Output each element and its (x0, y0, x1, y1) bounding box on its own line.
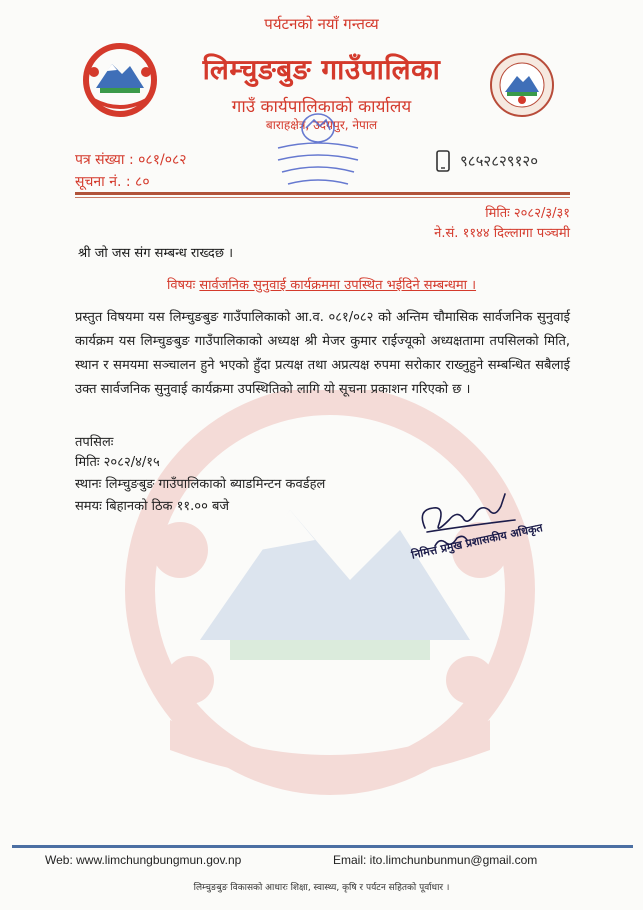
phone-number: ९८५२८२९१२० (460, 152, 539, 170)
office-name: गाउँ कार्यपालिकाको कार्यालय (231, 97, 412, 117)
office-stamp-icon (268, 108, 368, 196)
details-time: समयः बिहानको ठिक ११.०० बजे (75, 499, 230, 514)
details-venue: स्थानः लिम्चुङबुङ गाउँपालिकाको ब्याडमिन्टन कवर्डहल (75, 477, 326, 492)
subject-label: विषयः (166, 278, 196, 293)
ref-number-value: ०८१/०८२ (138, 152, 187, 168)
body-paragraph: प्रस्तुत विषयमा यस लिम्चुङबुङ गाउँपालिकाको आ.व. ०८१/०८२ को अन्तिम चौमासिक सार्वजनिक सुनुवाई कार्यक्रम यस लिम्चुङबुङ गाउँपालिकाको अध्यक्ष श्री मेजर कुमार राईज्यूको अध्यक्षतामा तपसिलको मिति, स्थान र समयमा सञ्चालन हुने भएको हुँदा प्रत्यक्ष तथा अप्रत्यक्ष रुपमा सरोकार राख्नुहुने सम्बन्धित सबैलाई उक्त सार्वजनिक सुनुवाई कार्यक्रमा उपस्थितिको लागि यो सूचना प्रकाशन गरिएको छ । (75, 310, 570, 397)
header-divider-thin (75, 197, 570, 198)
subject-text: सार्वजनिक सुनुवाई कार्यक्रममा उपस्थित भईदिने सम्बन्धमा । (199, 278, 477, 293)
header-divider (75, 192, 570, 195)
notice-number-label: सूचना नं. : (75, 174, 131, 190)
phone-contact (436, 150, 538, 172)
ref-number-label: पत्र संख्या : (75, 152, 134, 168)
notice-number (75, 172, 150, 191)
notice-number-value: ८० (135, 174, 150, 190)
footer-email[interactable]: Email: ito.limchunbunmun@gmail.com (333, 853, 538, 867)
footer-divider (12, 845, 633, 848)
details-heading: तपसिलः (75, 435, 114, 450)
office-address: बाराहक्षेत्र, उदयपुर, नेपाल (265, 118, 378, 132)
signatory-designation: निमित्त प्रमुख प्रशासकीय अधिकृत (410, 521, 544, 562)
ref-number (75, 150, 187, 169)
letter-date: मितिः २०८२/३/३१ (485, 206, 570, 221)
details-date: मितिः २०८२/४/१५ (75, 455, 160, 470)
tagline: पर्यटनको नयाँ गन्तव्य (264, 15, 379, 33)
footer-website[interactable]: Web: www.limchungbungmun.gov.np (45, 853, 242, 867)
nepal-sambat-date: ने.सं. ११४४ दिल्लागा पञ्चमी (434, 226, 570, 241)
org-name: लिम्चुङबुङ गाउँपालिका (202, 53, 441, 86)
mobile-phone-icon (436, 150, 450, 172)
watermark-emblem (110, 390, 550, 810)
subject-line (0, 275, 643, 293)
addressee: श्री जो जस संग सम्बन्ध राख्दछ । (78, 246, 234, 261)
footer-tagline: लिम्चुङबुङ विकासको आधारः शिक्षा, स्वास्थ्य, कृषि र पर्यटन सहितको पूर्वाधार । (193, 883, 450, 893)
